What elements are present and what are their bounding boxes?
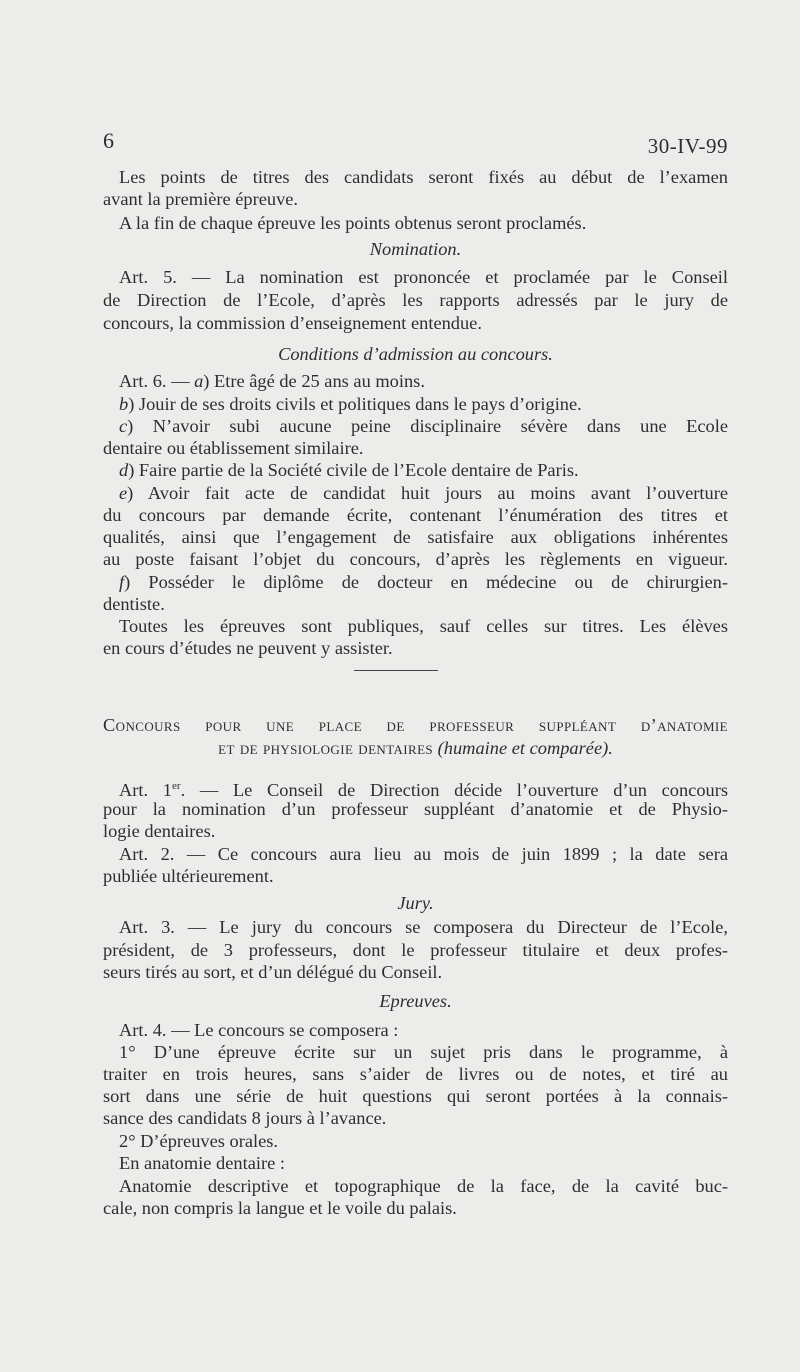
- paragraph-line: Anatomie descriptive et topographique de la face, de la cavité buc-: [119, 1176, 728, 1196]
- paragraph-line: En anatomie dentaire :: [119, 1153, 285, 1173]
- text-run: ) Jouir de ses droits civils et politiques dans le pays d’origine.: [128, 394, 582, 414]
- header-date: 30-IV-99: [647, 134, 728, 158]
- text-run: ) Posséder le diplôme de docteur en médecine ou de chirurgien-: [124, 572, 728, 592]
- paragraph-line: 2° D’épreuves orales.: [119, 1131, 279, 1151]
- superscript: er: [172, 780, 181, 792]
- paragraph-line: président, de 3 professeurs, dont le professeur titulaire et deux profes-: [103, 940, 728, 960]
- paragraph-line: Art. 5. — La nomination est prononcée et proclamée par le Conseil: [119, 267, 728, 287]
- section-heading-jury: Jury.: [397, 893, 434, 913]
- condition-item-b: [119, 393, 728, 415]
- condition-item-c: [119, 415, 728, 437]
- paragraph-line: du concours par demande écrite, contenant l’énumération des titres et: [103, 505, 728, 525]
- section-title-line-2: [103, 737, 728, 759]
- paragraph-line: cale, non compris la langue et le voile du palais.: [103, 1198, 457, 1218]
- paragraph-line: 1° D’une épreuve écrite sur un sujet pris dans le programme, à: [119, 1042, 728, 1062]
- section-heading-nomination: Nomination.: [369, 239, 462, 259]
- page-number: 6: [103, 128, 114, 153]
- text-run: ) Faire partie de la Société civile de l’Ecole dentaire de Paris.: [128, 460, 579, 480]
- paragraph-line: Les points de titres des candidats seront fixés au début de l’examen: [119, 167, 728, 187]
- text-run: (humaine et comparée).: [437, 738, 613, 758]
- item-letter: e: [119, 483, 128, 503]
- paragraph-line: pour la nomination d’un professeur suppléant d’anatomie et de Physio-: [103, 799, 728, 819]
- text-run: ) N’avoir subi aucune peine disciplinaire sévère dans une Ecole: [127, 416, 728, 436]
- text-run: et de physiologie dentaires: [218, 738, 434, 758]
- paragraph-line: au poste faisant l’objet du concours, d’après les règlements en vigueur.: [103, 549, 728, 569]
- item-letter: d: [119, 460, 129, 480]
- condition-item-d: [119, 459, 728, 481]
- section-title-line-1: Concours pour une place de professeur suppléant d’anatomie: [103, 715, 728, 735]
- item-letter: a: [194, 371, 204, 391]
- item-letter: c: [119, 416, 128, 436]
- paragraph-line: Art. 2. — Ce concours aura lieu au mois de juin 1899 ; la date sera: [119, 844, 728, 864]
- paragraph-line: Art. 4. — Le concours se composera :: [119, 1020, 399, 1040]
- paragraph-line: concours, la commission d’enseignement entendue.: [103, 313, 482, 333]
- paragraph-line: A la fin de chaque épreuve les points obtenus seront proclamés.: [119, 213, 587, 233]
- item-letter: f: [119, 572, 125, 592]
- paragraph-line: publiée ultérieurement.: [103, 866, 274, 886]
- text-run: ) Etre âgé de 25 ans au moins.: [203, 371, 425, 391]
- paragraph-line: avant la première épreuve.: [103, 189, 299, 209]
- running-header: [103, 128, 728, 158]
- paragraph-line: en cours d’études ne peuvent y assister.: [103, 638, 393, 658]
- section-heading-conditions: Conditions d’admission au concours.: [278, 344, 553, 364]
- paragraph-line: traiter en trois heures, sans s’aider de livres ou de notes, et tiré au: [103, 1064, 728, 1084]
- paragraph-line: logie dentaires.: [103, 821, 216, 841]
- text-run: ) Avoir fait acte de candidat huit jours au moins avant l’ouverture: [127, 483, 728, 503]
- paragraph-line: de Direction de l’Ecole, d’après les rapports adressés par le jury de: [103, 290, 728, 310]
- paragraph-line: Toutes les épreuves sont publiques, sauf celles sur titres. Les élèves: [119, 616, 728, 636]
- paragraph-line: dentaire ou établissement similaire.: [103, 438, 364, 458]
- paragraph-line: seurs tirés au sort, et d’un délégué du Conseil.: [103, 962, 443, 982]
- paragraph-line: sort dans une série de huit questions qui seront portées à la connais-: [103, 1086, 728, 1106]
- section-divider: [354, 670, 438, 671]
- text-run: Art. 6. —: [119, 371, 195, 391]
- paragraph-line: sance des candidats 8 jours à l’avance.: [103, 1108, 387, 1128]
- article-6-line: [119, 370, 728, 392]
- condition-item-e: [119, 482, 728, 504]
- item-letter: b: [119, 394, 129, 414]
- text-run: Art. 1: [119, 780, 173, 801]
- paragraph-line: Art. 3. — Le jury du concours se composera du Directeur de l’Ecole,: [119, 917, 728, 937]
- paragraph-line: dentiste.: [103, 594, 165, 614]
- condition-item-f: [119, 571, 728, 593]
- text-run: . — Le Conseil de Direction décide l’ouverture d’un concours: [180, 780, 728, 801]
- paragraph-line: qualités, ainsi que l’engagement de satisfaire aux obligations inhérentes: [103, 527, 728, 547]
- section-heading-epreuves: Epreuves.: [379, 991, 452, 1011]
